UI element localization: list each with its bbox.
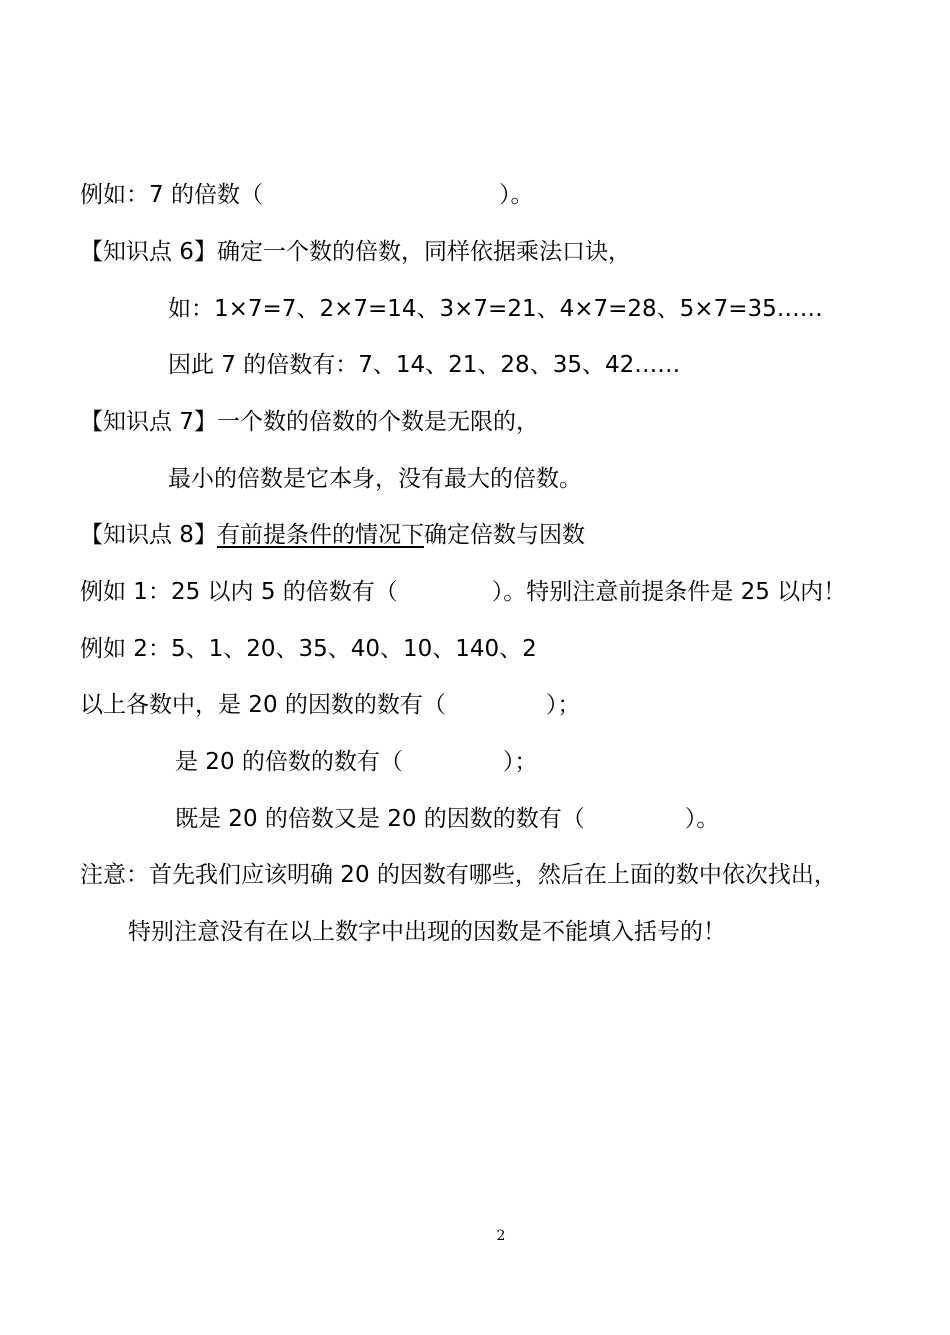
question-both-multiple-and-factor xyxy=(175,804,719,834)
multiplication-examples: 如：1×7=7、2×7=14、3×7=21、4×7=28、5×7=35…… xyxy=(168,296,823,322)
example-2: 例如 2：5、1、20、35、40、10、140、2 xyxy=(80,636,537,662)
question-factors-of-20 xyxy=(80,690,580,720)
knowledge-point-7: 【知识点 7】一个数的倍数的个数是无限的， xyxy=(80,409,539,435)
text: ）； xyxy=(545,692,581,718)
underlined-text: 有前提条件的情况下 xyxy=(216,522,424,548)
text: 以上各数中，是 20 的因数的数有（ xyxy=(80,692,446,718)
text: 例如：7 的倍数（ xyxy=(80,182,263,208)
page-number: 2 xyxy=(496,1228,506,1244)
text: 既是 20 的倍数又是 20 的因数的数有（ xyxy=(175,806,585,832)
text: 是 20 的倍数的数有（ xyxy=(175,749,403,775)
knowledge-point-6: 【知识点 6】确定一个数的倍数，同样依据乘法口诀， xyxy=(80,239,631,265)
text: 确定倍数与因数 xyxy=(423,522,585,548)
note-detail: 特别注意没有在以上数字中出现的因数是不能填入括号的！ xyxy=(128,919,726,945)
text: 例如 1：25 以内 5 的倍数有（ xyxy=(80,579,398,605)
example-multiples-of-7 xyxy=(80,180,533,210)
knowledge-point-8 xyxy=(80,520,585,550)
note: 注意：首先我们应该明确 20 的因数有哪些，然后在上面的数中依次找出， xyxy=(80,862,837,888)
text: ）。特别注意前提条件是 25 以内！ xyxy=(491,579,847,605)
example-1 xyxy=(80,577,846,607)
knowledge-point-7-detail: 最小的倍数是它本身，没有最大的倍数。 xyxy=(168,466,582,492)
text: ）； xyxy=(502,749,538,775)
text: 【知识点 8】 xyxy=(80,522,217,548)
text: ）。 xyxy=(498,182,534,208)
multiples-of-7-list: 因此 7 的倍数有：7、14、21、28、35、42…… xyxy=(168,352,681,378)
text: ）。 xyxy=(684,806,720,832)
question-multiples-of-20 xyxy=(175,747,537,777)
